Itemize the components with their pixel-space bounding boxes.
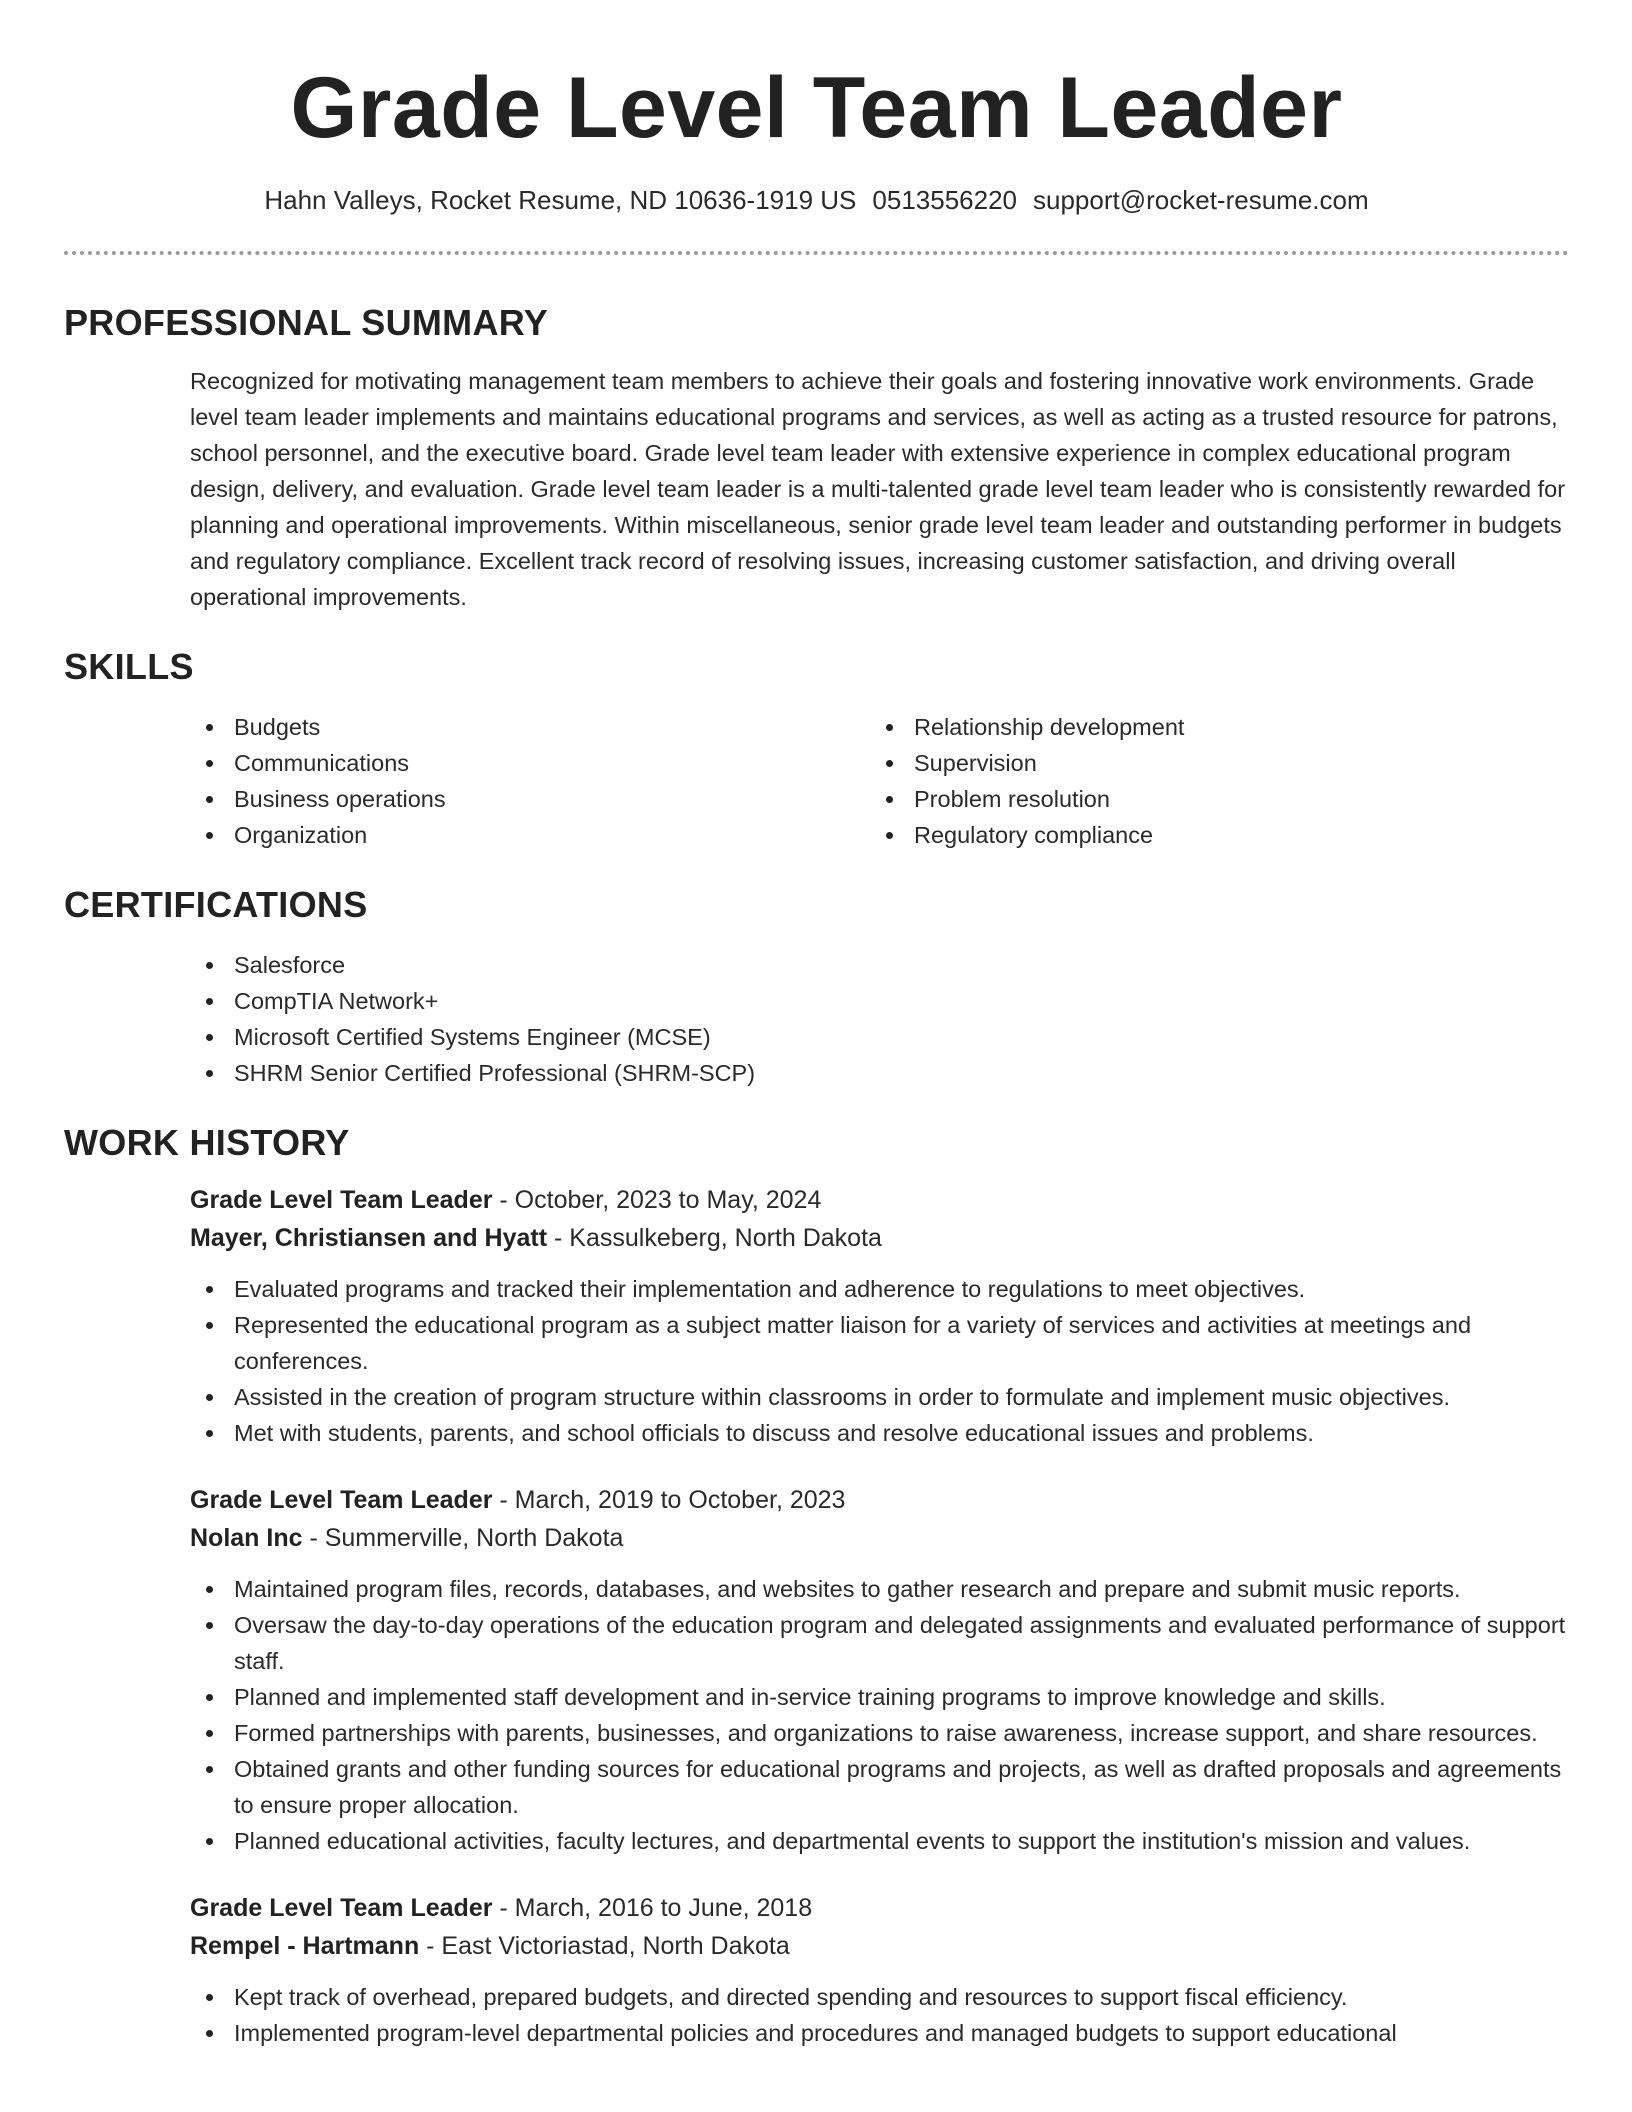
job-title: Grade Level Team Leader xyxy=(190,1486,493,1514)
job-bullets xyxy=(190,1979,1569,2051)
job-entry xyxy=(190,1889,1569,2051)
resume-name: Grade Level Team Leader xyxy=(290,60,1343,156)
summary-heading: PROFESSIONAL SUMMARY xyxy=(64,302,549,343)
job-title-line xyxy=(190,1181,1569,1219)
certifications-list xyxy=(190,947,1569,1091)
job-bullet: Met with students, parents, and school officials to discuss and resolve educational issues and problems. xyxy=(190,1415,1569,1451)
skill-item: Communications xyxy=(190,745,870,781)
contact-line xyxy=(64,184,1569,216)
job-bullet: Formed partnerships with parents, businesses, and organizations to raise awareness, increase support, and share resources. xyxy=(190,1715,1569,1751)
contact-address: Hahn Valleys, Rocket Resume, ND 10636-1919 US xyxy=(264,185,857,215)
resume-page xyxy=(64,0,1569,2051)
skill-item: Relationship development xyxy=(870,709,1550,745)
work-history-heading: WORK HISTORY xyxy=(64,1122,350,1163)
job-bullets xyxy=(190,1271,1569,1451)
job-bullet: Evaluated programs and tracked their implementation and adherence to regulations to meet objectives. xyxy=(190,1271,1569,1307)
job-bullet: Kept track of overhead, prepared budgets, and directed spending and resources to support fiscal efficiency. xyxy=(190,1979,1569,2015)
skill-item: Problem resolution xyxy=(870,781,1550,817)
certification-item: Salesforce xyxy=(190,947,1569,983)
job-bullet: Oversaw the day-to-day operations of the education program and delegated assignments and evaluated performance of support staff. xyxy=(190,1607,1569,1679)
job-bullet: Assisted in the creation of program structure within classrooms in order to formulate and implement music objectives. xyxy=(190,1379,1569,1415)
skill-item: Budgets xyxy=(190,709,870,745)
job-company: Nolan Inc xyxy=(190,1524,303,1552)
job-company-line xyxy=(190,1927,1569,1965)
certification-item: Microsoft Certified Systems Engineer (MCSE) xyxy=(190,1019,1569,1055)
job-entry xyxy=(190,1481,1569,1859)
job-bullet: Represented the educational program as a subject matter liaison for a variety of services and activities at meetings and conferences. xyxy=(190,1307,1569,1379)
job-title-line xyxy=(190,1481,1569,1519)
job-company-line xyxy=(190,1519,1569,1557)
skill-item: Regulatory compliance xyxy=(870,817,1550,853)
skill-item: Business operations xyxy=(190,781,870,817)
job-bullets xyxy=(190,1571,1569,1859)
job-bullet: Planned educational activities, faculty lectures, and departmental events to support the institution's mission and values. xyxy=(190,1823,1569,1859)
job-bullet: Implemented program-level departmental policies and procedures and managed budgets to support educational xyxy=(190,2015,1569,2051)
job-bullet: Obtained grants and other funding sources for educational programs and projects, as well as drafted proposals and agreements to ensure proper allocation. xyxy=(190,1751,1569,1823)
skills-heading: SKILLS xyxy=(64,646,194,687)
job-location: - Kassulkeberg, North Dakota xyxy=(547,1224,882,1252)
job-dates: - March, 2016 to June, 2018 xyxy=(492,1894,813,1922)
skill-item: Organization xyxy=(190,817,870,853)
certification-item: SHRM Senior Certified Professional (SHRM-SCP) xyxy=(190,1055,1569,1091)
job-company: Mayer, Christiansen and Hyatt xyxy=(190,1224,548,1252)
certification-item: CompTIA Network+ xyxy=(190,983,1569,1019)
job-title: Grade Level Team Leader xyxy=(190,1894,493,1922)
skills-column-left xyxy=(190,709,870,853)
job-dates: - October, 2023 to May, 2024 xyxy=(492,1186,822,1214)
contact-email: support@rocket-resume.com xyxy=(1033,185,1369,215)
job-location: - East Victoriastad, North Dakota xyxy=(419,1932,790,1960)
job-company: Rempel - Hartmann xyxy=(190,1932,420,1960)
header-divider xyxy=(64,251,1569,255)
contact-phone: 0513556220 xyxy=(872,185,1018,215)
skills-column-right xyxy=(870,709,1550,853)
job-title-line xyxy=(190,1889,1569,1927)
skills-list xyxy=(190,709,1569,853)
certifications-heading: CERTIFICATIONS xyxy=(64,884,368,925)
skill-item: Supervision xyxy=(870,745,1550,781)
job-location: - Summerville, North Dakota xyxy=(302,1524,624,1552)
job-bullet: Maintained program files, records, databases, and websites to gather research and prepare and submit music reports. xyxy=(190,1571,1569,1607)
summary-text: Recognized for motivating management team members to achieve their goals and fostering innovative work environments. Grade level team leader implements and maintains educational programs and services, as well as acting as a trusted resource for patrons, school personnel, and the executive board. Grade level team leader with extensive experience in complex educational program design, delivery, and evaluation. Grade level team leader is a multi-talented grade level team leader who is consistently rewarded for planning and operational improvements. Within miscellaneous, senior grade level team leader and outstanding performer in budgets and regulatory compliance. Excellent track record of resolving issues, increasing customer satisfaction, and driving overall operational improvements. xyxy=(190,368,1566,610)
job-bullet: Planned and implemented staff development and in-service training programs to improve knowledge and skills. xyxy=(190,1679,1569,1715)
job-dates: - March, 2019 to October, 2023 xyxy=(492,1486,846,1514)
job-company-line xyxy=(190,1219,1569,1257)
job-title: Grade Level Team Leader xyxy=(190,1186,493,1214)
job-entry xyxy=(190,1181,1569,1451)
